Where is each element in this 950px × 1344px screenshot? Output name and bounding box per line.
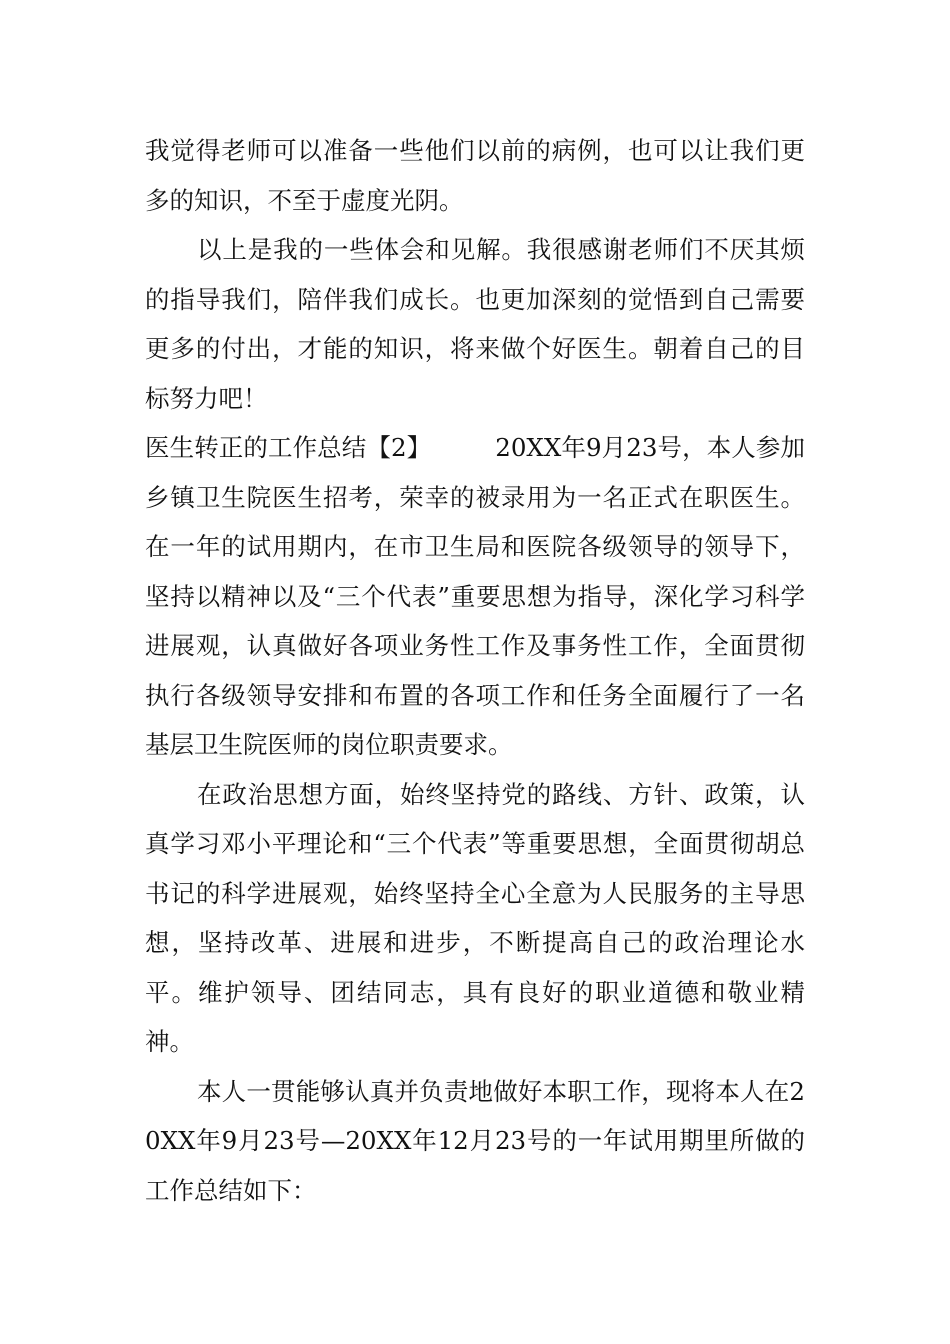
section-lead-text: 20XX年9月23号，本人参加乡镇卫生院医生招考，荣幸的被录用为一名正式在职医生。在一年的试用期内，在市卫生局和医院各级领导的领导下，坚持以精神以及“三个代表”重要思想为指导，深化学习科学进展观，认真做好各项业务性工作及事务性工作，全面贯彻执行各级领导安排和布置的各项工作和任务全面履行了一名基层卫生院医师的岗位职责要求。 <box>145 433 806 759</box>
paragraph-2: 以上是我的一些体会和见解。我很感谢老师们不厌其烦的指导我们，陪伴我们成长。也更加深刻的觉悟到自己需要更多的付出，才能的知识，将来做个好医生。朝着自己的目标努力吧！ <box>145 235 805 413</box>
paragraph-3 <box>145 423 805 770</box>
paragraph-5: 本人一贯能够认真并负责地做好本职工作，现将本人在20XX年9月23号—20XX年12月23号的一年试用期里所做的工作总结如下： <box>145 1076 805 1205</box>
paragraph-1: 我觉得老师可以准备一些他们以前的病例，也可以让我们更多的知识，不至于虚度光阴。 <box>145 136 805 215</box>
paragraph-4: 在政治思想方面，始终坚持党的路线、方针、政策，认真学习邓小平理论和“三个代表”等重要思想，全面贯彻胡总书记的科学进展观，始终坚持全心全意为人民服务的主导思想，坚持改革、进展和进步，不断提高自己的政治理论水平。维护领导、团结同志，具有良好的职业道德和敬业精神。 <box>145 779 805 1056</box>
document-page <box>145 126 805 1215</box>
section-heading: 医生转正的工作总结【2】 <box>145 433 432 462</box>
